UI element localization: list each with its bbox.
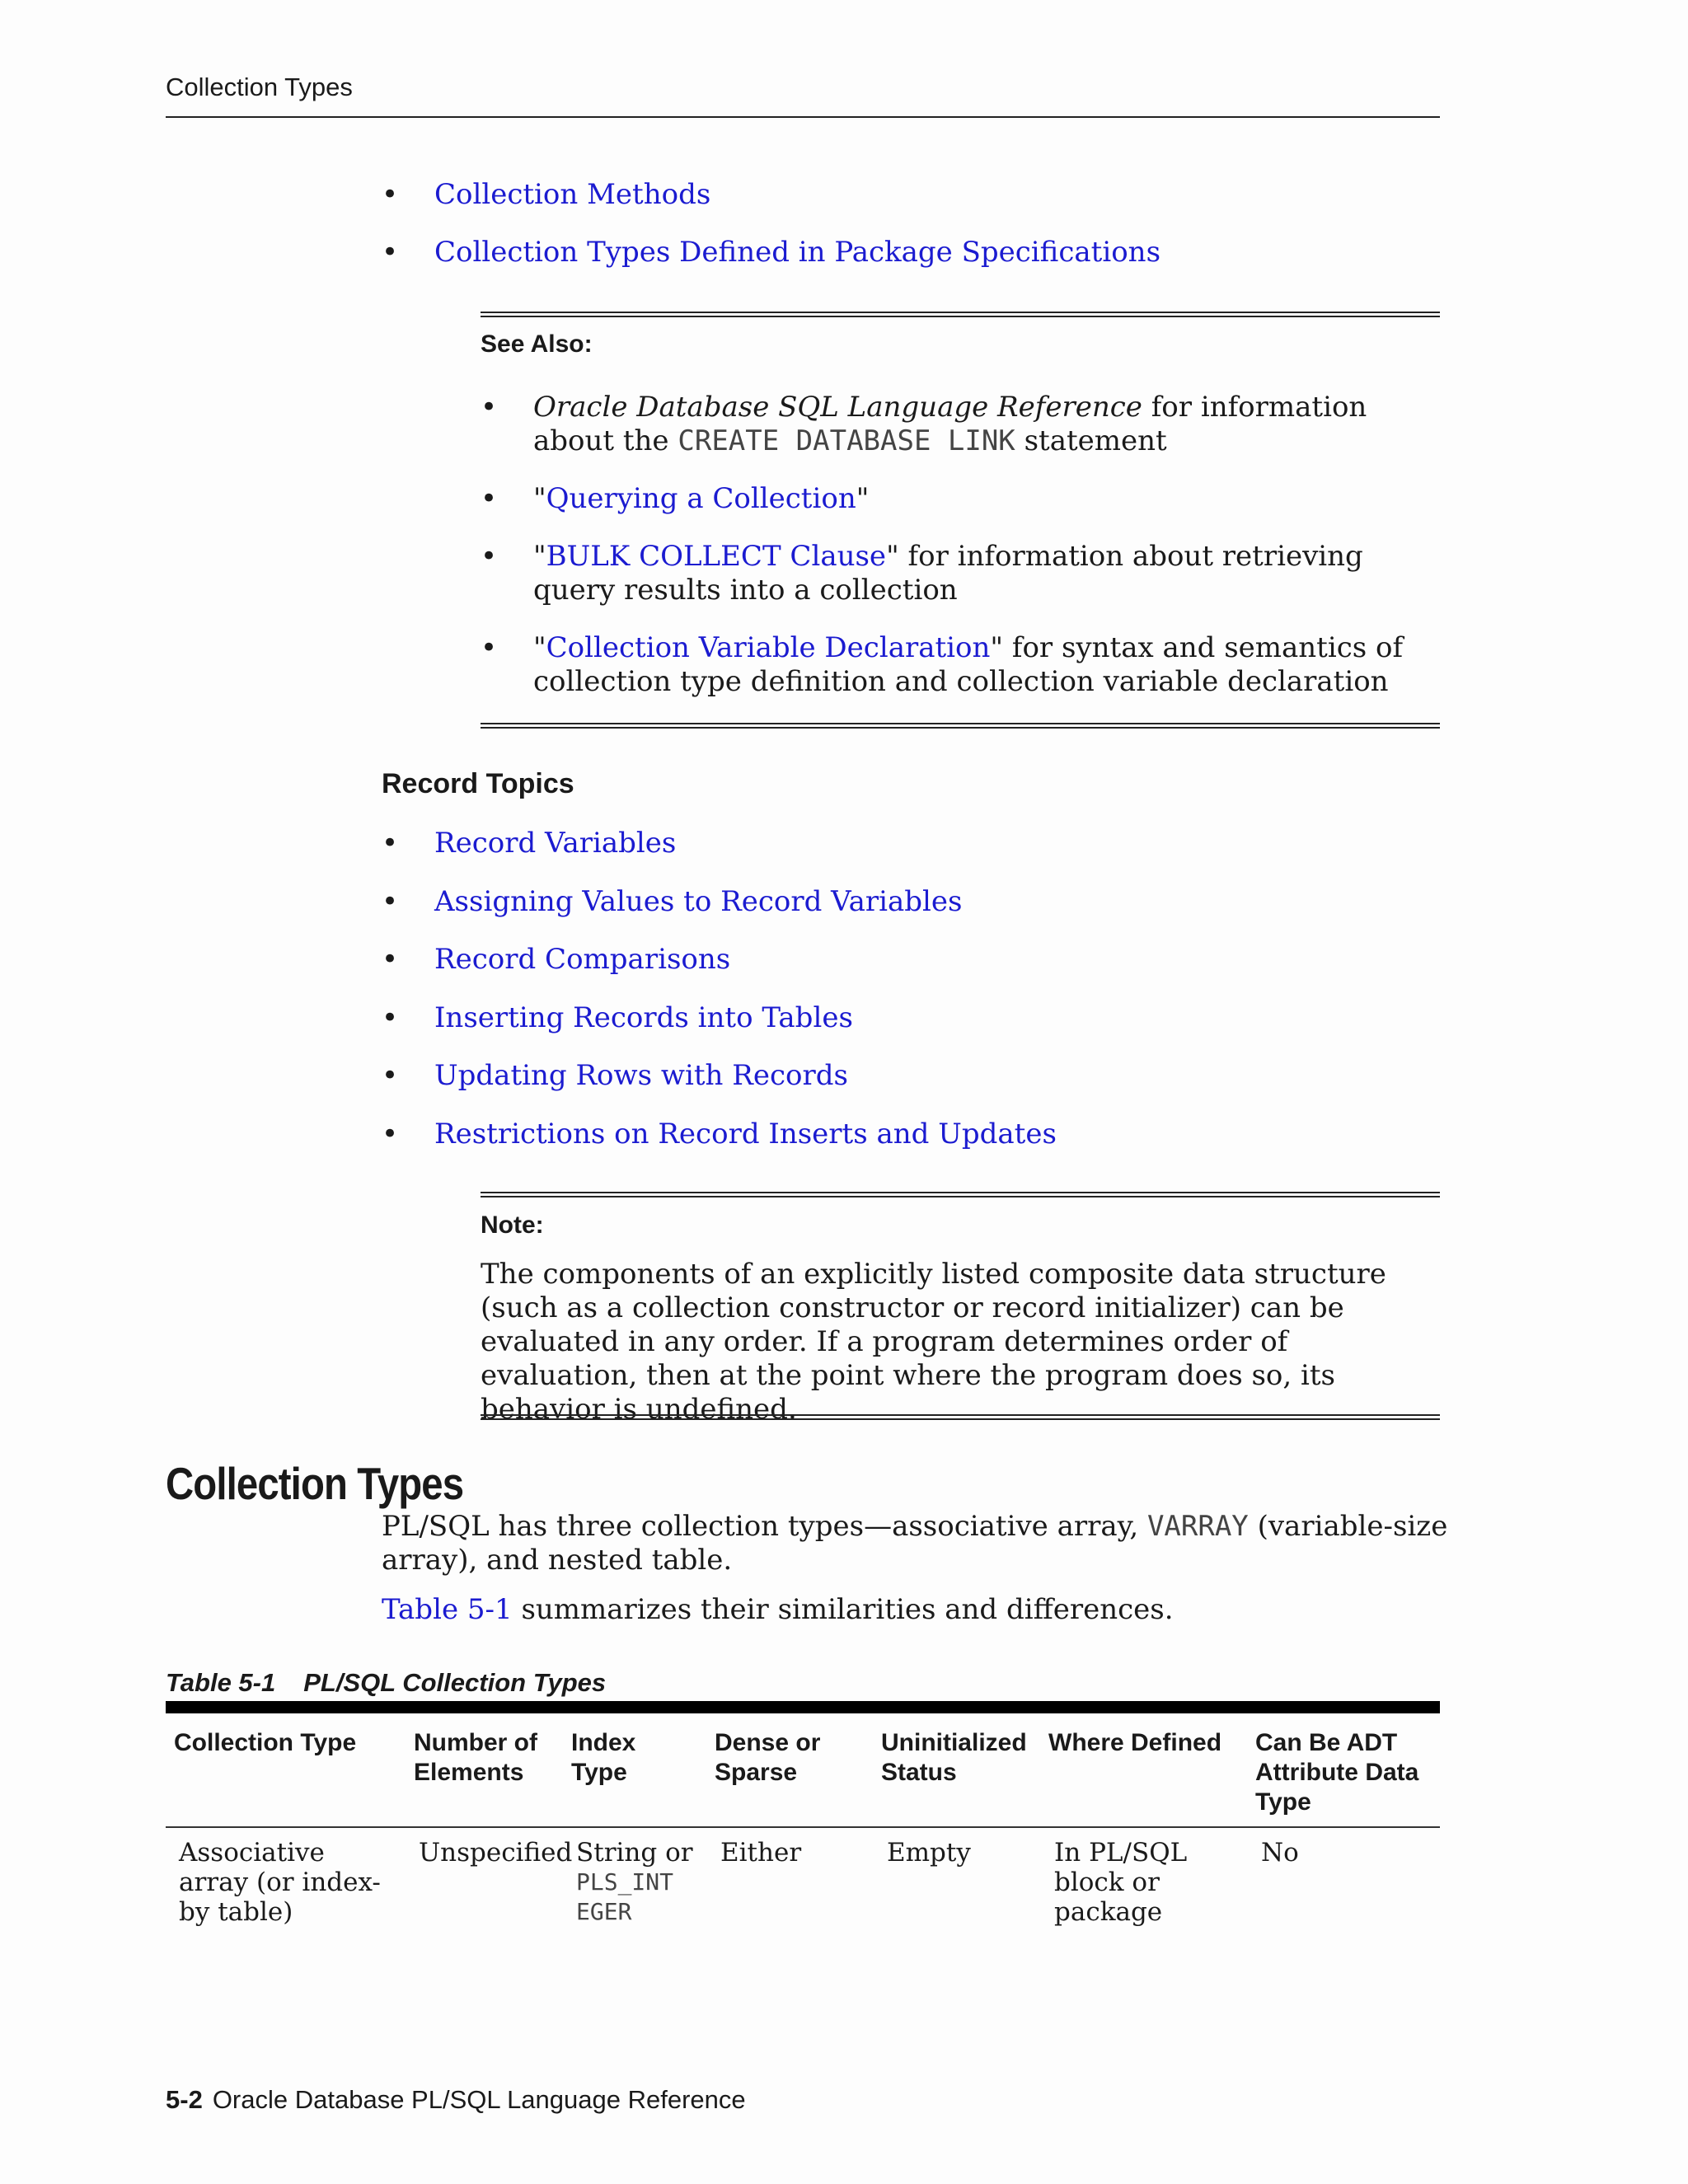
cell-index-type <box>576 1838 708 1927</box>
table-top-rule <box>166 1701 1440 1713</box>
intro-text: PL/SQL has three collection types—associative array, <box>382 1510 1147 1543</box>
list-item: • "BULK COLLECT Clause" for information about retrieving query results into a collection <box>481 540 1363 607</box>
see-also-text: " for information about retrieving query results into a collection <box>533 540 1363 607</box>
list-item <box>382 827 1057 860</box>
link-collection-variable-declaration[interactable]: Collection Variable Declaration <box>546 631 991 664</box>
table-caption-title: PL/SQL Collection Types <box>303 1668 607 1697</box>
header-rule <box>166 116 1440 118</box>
link-collection-types-package-specs[interactable]: Collection Types Defined in Package Specifications <box>434 236 1161 269</box>
see-also-top-rule <box>481 312 1440 317</box>
bullet-icon: • <box>382 827 399 860</box>
code-pls-integer-part2: EGER <box>576 1898 632 1925</box>
code-pls-integer-part1: PLS_INT <box>576 1868 674 1896</box>
record-topics-list <box>382 827 1057 1175</box>
index-type-text: String or <box>576 1838 693 1868</box>
see-also-list <box>481 391 1445 723</box>
cell-dense-or-sparse: Either <box>720 1838 802 1868</box>
code-create-database-link: CREATE DATABASE LINK <box>678 424 1015 457</box>
list-item <box>382 1001 1057 1035</box>
summary-paragraph <box>382 1593 1174 1627</box>
note-bottom-rule <box>481 1414 1440 1420</box>
note-title: Note: <box>481 1212 544 1239</box>
link-inserting-records[interactable]: Inserting Records into Tables <box>434 1001 853 1034</box>
record-topics-title: Record Topics <box>382 768 574 799</box>
list-item <box>382 236 1160 269</box>
cell-adt-attribute: No <box>1261 1838 1299 1868</box>
link-updating-rows[interactable]: Updating Rows with Records <box>434 1059 848 1092</box>
code-varray: VARRAY <box>1146 1510 1249 1543</box>
table-caption-label: Table 5-1 <box>166 1668 276 1697</box>
cell-collection-type: Associative array (or index-by table) <box>179 1838 381 1927</box>
list-item <box>382 1059 1057 1093</box>
bullet-icon: • <box>382 1059 399 1092</box>
link-restrictions-record-inserts[interactable]: Restrictions on Record Inserts and Updates <box>434 1117 1057 1151</box>
cell-where-defined: In PL/SQL block or package <box>1054 1838 1188 1927</box>
link-record-comparisons[interactable]: Record Comparisons <box>434 943 731 976</box>
list-item <box>382 178 1160 212</box>
book-title: Oracle Database SQL Language Reference <box>533 391 1142 424</box>
column-header-index-type: Index Type <box>571 1729 636 1786</box>
table-caption <box>166 1668 606 1698</box>
cell-uninitialized-status: Empty <box>887 1838 971 1868</box>
page-number: 5-2 <box>166 2085 203 2114</box>
column-header-where-defined: Where Defined <box>1048 1729 1222 1756</box>
list-item <box>382 1118 1057 1151</box>
note-top-rule <box>481 1192 1440 1197</box>
bullet-icon: • <box>481 391 498 424</box>
bullet-icon: • <box>382 943 399 976</box>
see-also-text: statement <box>1015 424 1167 457</box>
bullet-icon: • <box>481 482 498 515</box>
page-footer <box>166 2085 746 2115</box>
top-link-list <box>382 178 1160 293</box>
bullet-icon: • <box>382 178 399 211</box>
link-table-5-1[interactable]: Table 5-1 <box>382 1593 513 1626</box>
link-collection-methods[interactable]: Collection Methods <box>434 178 711 211</box>
link-assigning-values[interactable]: Assigning Values to Record Variables <box>434 884 963 918</box>
intro-text: (variable-size array), and nested table. <box>382 1510 1448 1577</box>
link-querying-a-collection[interactable]: Querying a Collection <box>546 482 856 515</box>
link-bulk-collect-clause[interactable]: BULK COLLECT Clause <box>546 540 887 573</box>
column-header-number-of-elements: Number of Elements <box>414 1729 537 1786</box>
bullet-icon: • <box>481 631 498 664</box>
link-record-variables[interactable]: Record Variables <box>434 827 677 860</box>
list-item <box>481 391 1445 458</box>
running-header: Collection Types <box>166 73 353 101</box>
column-header-collection-type: Collection Type <box>174 1729 357 1756</box>
see-also-text: " for syntax and semantics of collection type definition and collection variable declaration <box>533 631 1404 698</box>
intro-paragraph <box>382 1510 1453 1577</box>
bullet-icon: • <box>382 1001 399 1034</box>
see-also-text: for information about the <box>533 391 1367 457</box>
bullet-icon: • <box>481 540 498 573</box>
note-body: The components of an explicitly listed composite data structure (such as a collection constructor or record initializer) can be evaluated in any order. If a program determines order of evaluation, then at the point where the program does so, its behavior is undefined. <box>481 1258 1386 1426</box>
see-also-title: See Also: <box>481 330 593 358</box>
list-item: • "Collection Variable Declaration" for syntax and semantics of collection type definition and collection variable declaration <box>481 631 1404 698</box>
footer-book-title: Oracle Database PL/SQL Language Reference <box>212 2085 746 2114</box>
bullet-icon: • <box>382 236 399 269</box>
bullet-icon: • <box>382 1117 399 1151</box>
section-title: Collection Types <box>166 1458 464 1509</box>
column-header-dense-or-sparse: Dense or Sparse <box>715 1729 821 1786</box>
bullet-icon: • <box>382 884 399 918</box>
list-item: • "Querying a Collection" <box>481 482 870 515</box>
list-item <box>382 885 1057 919</box>
summary-text: summarizes their similarities and differences. <box>512 1593 1174 1626</box>
table-header-rule <box>166 1826 1440 1828</box>
column-header-adt-attribute: Can Be ADT Attribute Data Type <box>1255 1729 1419 1816</box>
cell-number-of-elements: Unspecified <box>419 1838 573 1868</box>
see-also-bottom-rule <box>481 723 1440 729</box>
list-item <box>382 943 1057 977</box>
column-header-uninitialized-status: Uninitialized Status <box>881 1729 1027 1786</box>
